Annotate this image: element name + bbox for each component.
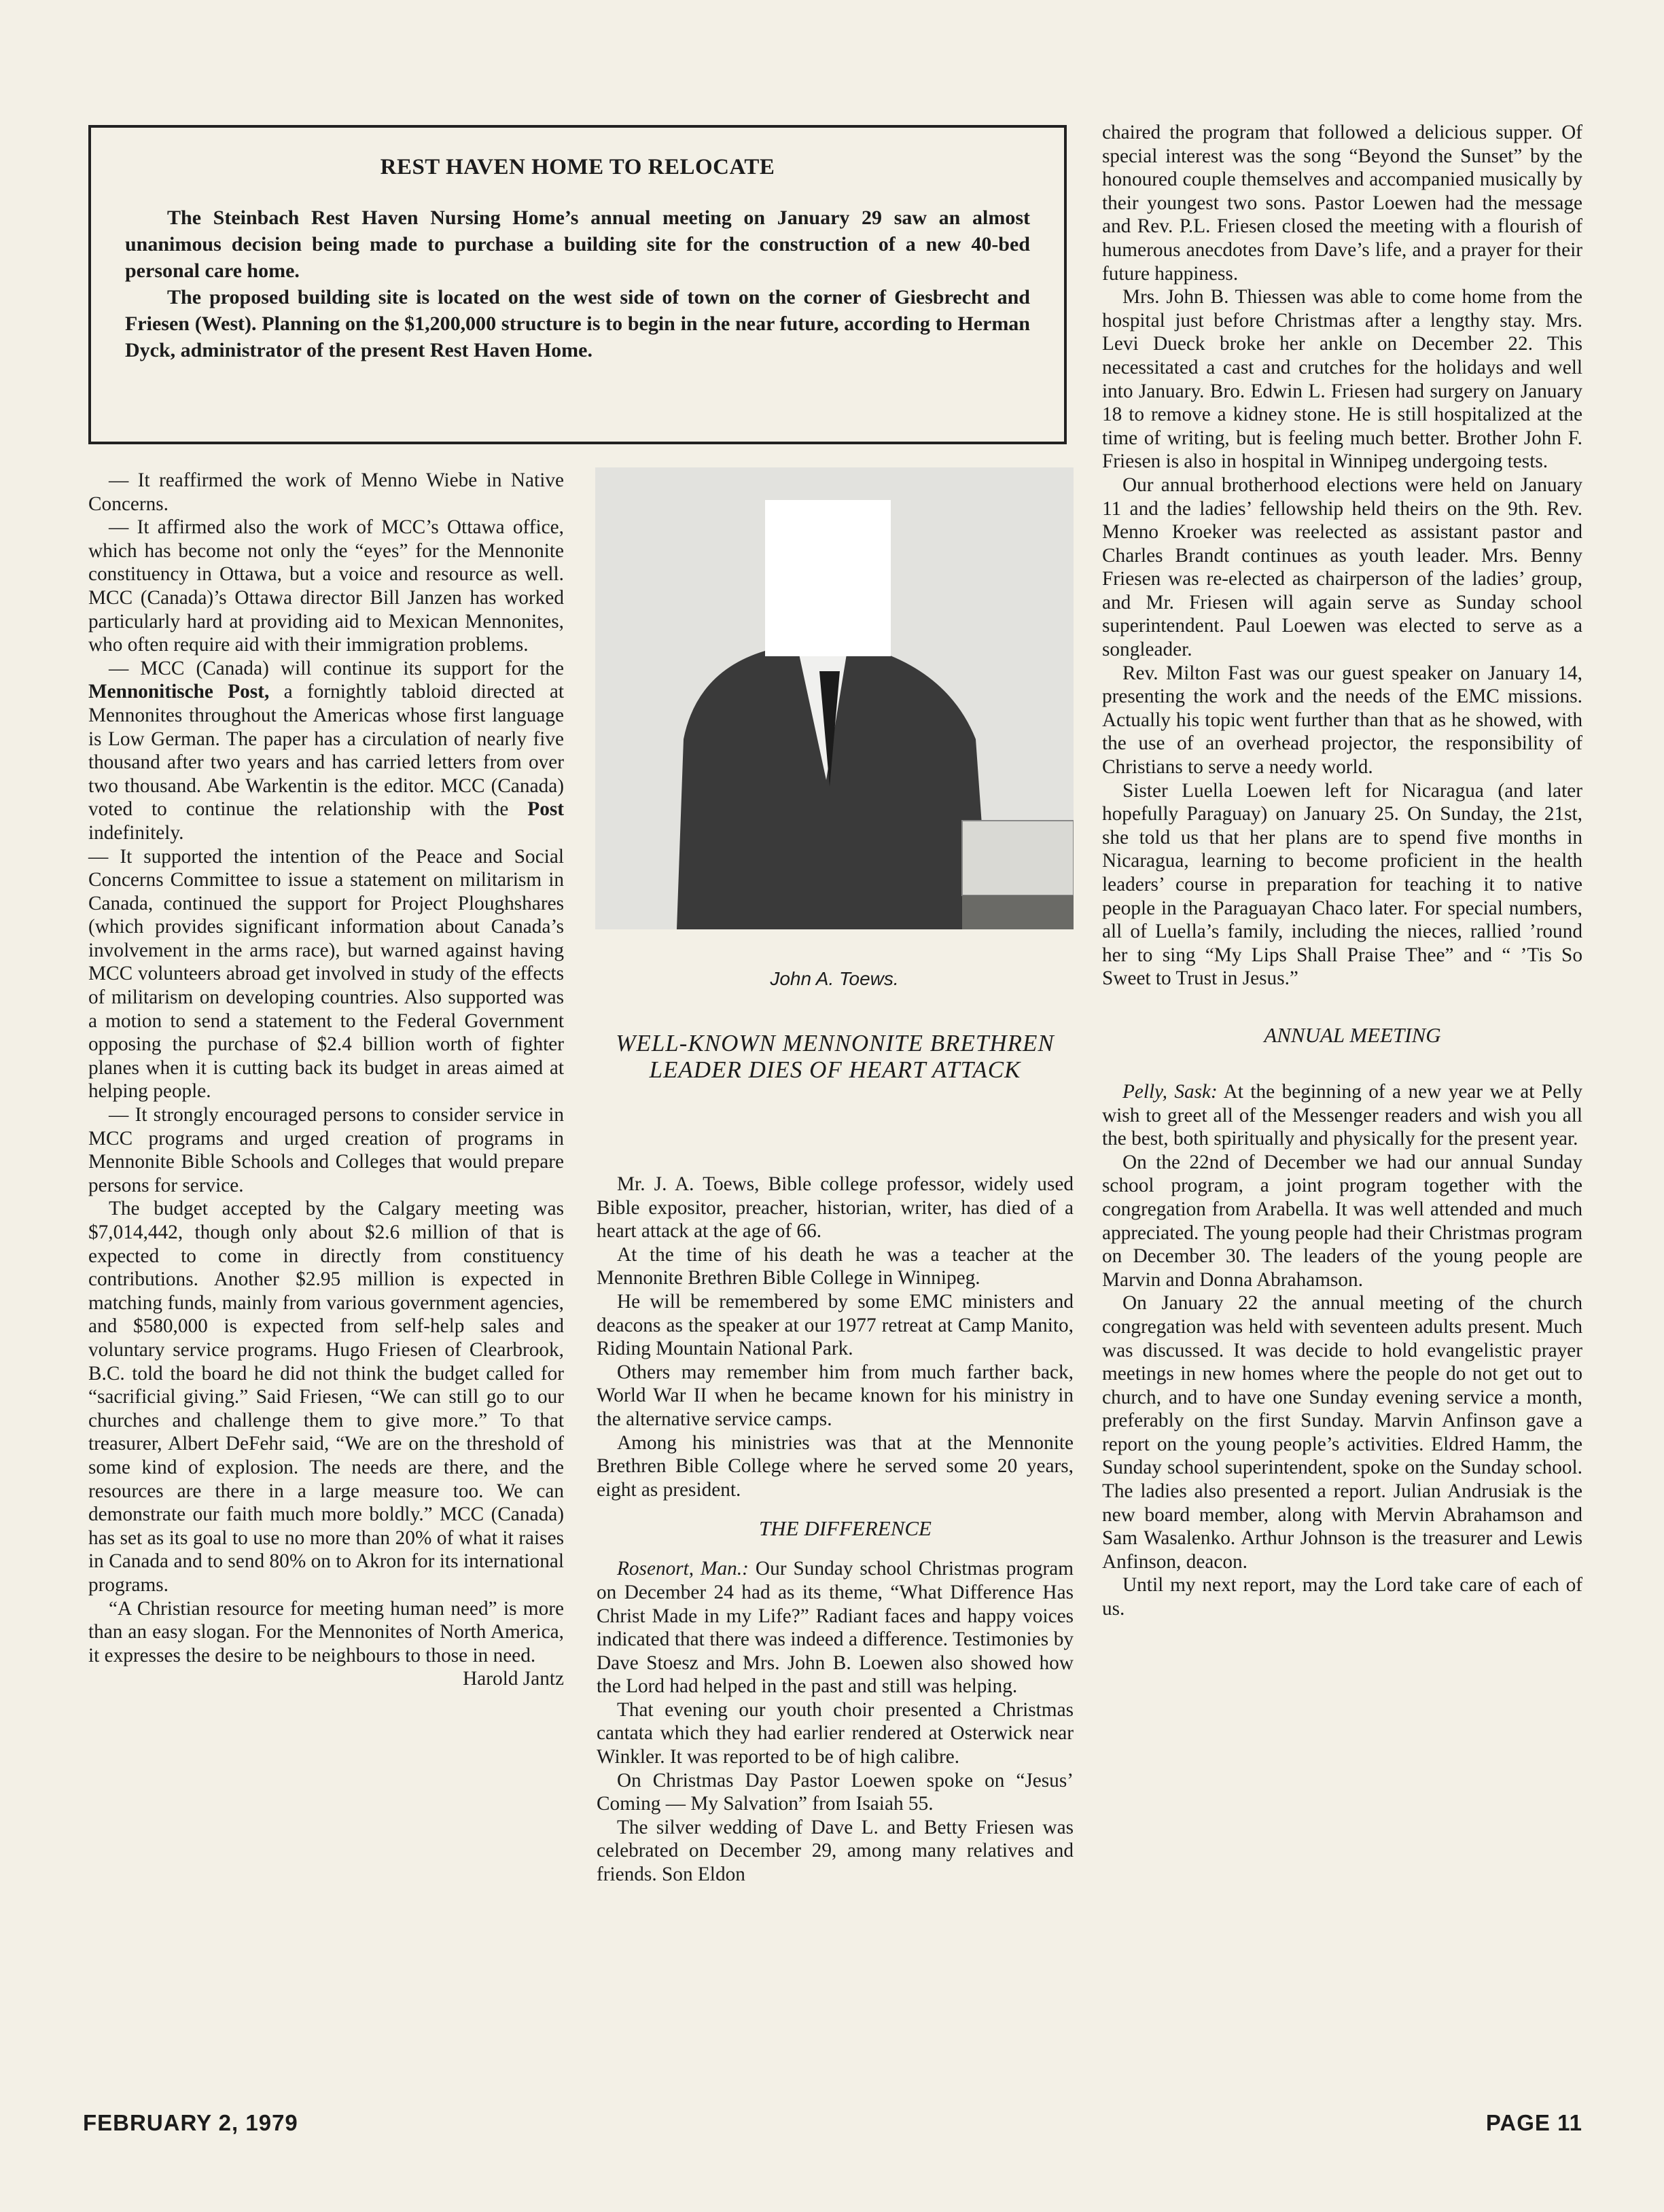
article-paragraph: Pelly, Sask: At the beginning of a new year we at Pelly wish to greet all of the Messenger readers and wish you all the best, both spiritually and physically for the present year. (1102, 1080, 1583, 1150)
dateline: Pelly, Sask: (1122, 1080, 1218, 1103)
article-paragraph: — It supported the intention of the Peace and Social Concerns Committee to issue a statement on militarism in Canada, continued the support for Project Ploughshares (which provides significant information about Canada’s involvement in the arms race), but warned against having MCC volunteers abroad get involved in study of the effects of militarism on developing countries. Also supported was a motion to send a statement to the Federal Government opposing the purchase of $2.4 billion worth of fighter planes when it is cutting back its budget in areas aimed at helping people. (88, 845, 564, 1103)
article-paragraph: Mrs. John B. Thiessen was able to come home from the hospital just before Christmas after a lengthy stay. Mrs. Levi Dueck broke her ankle on December 22. This necessitated a cast and crutches for the holidays and well into January. Bro. Edwin L. Friesen had surgery on January 18 to remove a kidney stone. He is still hospitalized at the time of writing, but is feeling much better. Brother John F. Friesen is also in hospital in Winnipeg undergoing tests. (1102, 286, 1582, 473)
article-paragraph: Sister Luella Loewen left for Nicaragua (and later hopefully Paraguay) on January 25. On Sunday, the 21st, she told us that her plans are to spend five months in Nicaragua, learning to become proficient in the health leaders’ course in preparation for teaching it to native people in the Paraguayan Chaco later. For special numbers, all of Luella’s family, including the nieces, rallied ’round her to sing “My Lips Shall Praise Thee” and “ ’Tis So Sweet to Trust in Jesus.” (1102, 779, 1582, 990)
article-paragraph: “A Christian resource for meeting human need” is more than an easy slogan. For the Mennonites of North America, it expresses the desire to be neighbours to those in need. (88, 1597, 564, 1666)
article-paragraph: He will be remembered by some EMC ministers and deacons as the speaker at our 1977 retreat at Camp Manito, Riding Mountain National Park. (597, 1290, 1074, 1360)
article-paragraph: At the time of his death he was a teacher at the Mennonite Brethren Bible College in Winnipeg. (597, 1243, 1074, 1289)
obituary-headline: WELL-KNOWN MENNONITE BRETHREN LEADER DIES OF HEART ATTACK (616, 1030, 1055, 1083)
publication-name: Post (527, 798, 564, 821)
portrait-photo (595, 467, 1074, 929)
column-middle (597, 1173, 1074, 1887)
article-paragraph: That evening our youth choir presented a Christmas cantata which they had earlier rendered at Osterwick near Winkler. It was reported to be of high calibre. (597, 1698, 1074, 1768)
section-heading: ANNUAL MEETING (1264, 1022, 1441, 1047)
article-paragraph: — It strongly encouraged persons to consider service in MCC programs and urged creation of programs in Mennonite Bible Schools and Colleges that would prepare persons for service. (88, 1104, 564, 1196)
article-paragraph: On January 22 the annual meeting of the church congregation was held with seventeen adults present. Much was discussed. It was decide to hold evangelistic prayer meetings in new homes where the people do not get out to church, and to have one Sunday evening service a month, preferably on the first Sunday. Marvin Anfinson gave a report on the young people’s activities. Eldred Hamm, the Sunday school superintendent, spoke on the Sunday school. The ladies also presented a report. Julian Andrusiak is the new board member, along with Mervin Abrahamson and Sam Wasalenko. Arthur Johnson is the treasurer and Lewis Anfinson, deacon. (1102, 1292, 1582, 1573)
article-paragraph: Others may remember him from much farther back, World War II when he became known for his ministry in the alternative service camps. (597, 1361, 1074, 1430)
article-paragraph: The silver wedding of Dave L. and Betty Friesen was celebrated on December 29, among many relatives and friends. Son Eldon (597, 1816, 1074, 1886)
page-number: PAGE 11 (1485, 2110, 1582, 2135)
article-paragraph: The budget accepted by the Calgary meeting was $7,014,442, though only about $2.6 million of that is expected to come in directly from constituency contributions. Another $2.95 million is expected in matching funds, mainly from various government agencies, and $580,000 is expected from self-help sales and voluntary service programs. Hugo Friesen of Clearbrook, B.C. told the board he did not think the budget called for “sacrificial giving.” Said Friesen, “We can still go to our churches and challenge them to give more.” To that treasurer, Albert DeFehr said, “We are on the threshold of some kind of explosion. The needs are there, and the resources are there in a large measure too. We can demonstrate our faith much more boldly.” MCC (Canada) has set as its goal to use no more than 20% of what it raises in Canada and to send 80% on to Akron for its international programs. (88, 1198, 564, 1596)
photo-caption: John A. Toews. (770, 968, 899, 989)
article-paragraph: — MCC (Canada) will continue its support for the Mennonitische Post, a fornightly tabloid directed at Mennonites throughout the Americas whose first language is Low German. The paper has a circulation of nearly five thousand after two years and has carried letters from over two thousand. Abe Warkentin is the editor. MCC (Canada) voted to continue the relationship with the Post indefinitely. (88, 657, 564, 844)
article-paragraph: Rev. Milton Fast was our guest speaker on January 14, presenting the work and the needs of the EMC missions. Actually his topic went further than that as he showed, with the use of an overhead projector, the responsibility of Christians to serve a needy world. (1102, 662, 1582, 779)
article-paragraph: chaired the program that followed a delicious supper. Of special interest was the song “Beyond the Sunset” by the honoured couple themselves and accompanied musically by their youngest two sons. Pastor Loewen had the message and Rev. P.L. Friesen closed the meeting with a flourish of humerous anecdotes from Dave’s life, and a prayer for their future happiness. (1102, 122, 1582, 285)
rest-haven-notice-box (88, 125, 1067, 444)
article-paragraph: Rosenort, Man.: Our Sunday school Christmas program on December 24 had as its theme, “What Difference Has Christ Made in my Life?” Radiant faces and happy voices indicated that there was indeed a difference. Testimonies by Dave Stoesz and Mrs. John B. Loewen also showed how the Lord had helped in the past and still was helping. (597, 1558, 1074, 1698)
article-paragraph: — It reaffirmed the work of Menno Wiebe in Native Concerns. (88, 469, 564, 515)
dateline: Rosenort, Man.: (617, 1558, 749, 1580)
issue-date: FEBRUARY 2, 1979 (83, 2110, 298, 2135)
article-paragraph: Our annual brotherhood elections were held on January 11 and the ladies’ fellowship held theirs on the 9th. Rev. Menno Kroeker was reelected as assistant pastor and Charles Brandt continues as youth leader. Mrs. Benny Friesen was re-elected as chairperson of the ladies’ group, and Mr. Friesen will again serve as Sunday school superintendent. Paul Loewen was elected to serve as a songleader. (1102, 474, 1582, 661)
article-paragraph: Mr. J. A. Toews, Bible college professor, widely used Bible expositor, preacher, historian, writer, has died of a heart attack at the age of 66. (597, 1173, 1074, 1243)
notice-paragraph: The Steinbach Rest Haven Nursing Home’s annual meeting on January 29 saw an almost unanimous decision being made to purchase a building site for the construction of a new 40-bed personal care home. (125, 207, 1030, 282)
notice-title: REST HAVEN HOME TO RELOCATE (380, 155, 775, 179)
column-left (88, 469, 564, 1691)
article-paragraph: On Christmas Day Pastor Loewen spoke on “Jesus’ Coming — My Salvation” from Isaiah 55. (597, 1769, 1074, 1815)
notice-paragraph: The proposed building site is located on the west side of town on the corner of Giesbrecht and Friesen (West). Planning on the $1,200,000 structure is to begin in the near future, according to Herman Dyck, administrator of the present Rest Haven Home. (125, 286, 1030, 361)
portrait-illustration (595, 467, 1074, 929)
article-paragraph: Until my next report, may the Lord take care of each of us. (1102, 1574, 1582, 1620)
column-right (1102, 121, 1582, 1621)
section-heading: THE DIFFERENCE (759, 1516, 932, 1541)
article-paragraph: On the 22nd of December we had our annual Sunday school program, a joint program together with the congregation from Arabella. It was well attended and much appreciated. The young people had their Christmas program on December 30. The leaders of the young people are Marvin and Donna Abrahamson. (1102, 1151, 1582, 1291)
article-paragraph: Among his ministries was that at the Mennonite Brethren Bible College where he served some 20 years, eight as president. (597, 1431, 1074, 1501)
author-signature: Harold Jantz (463, 1668, 564, 1690)
publication-name: Mennonitische Post, (88, 681, 270, 703)
article-paragraph: — It affirmed also the work of MCC’s Ottawa office, which has become not only the “eyes” for the Mennonite constituency in Ottawa, but a voice and resource as well. MCC (Canada)’s Ottawa director Bill Janzen has worked particularly hard at providing aid to Mexican Mennonites, who often require aid with their immigration problems. (88, 516, 564, 656)
